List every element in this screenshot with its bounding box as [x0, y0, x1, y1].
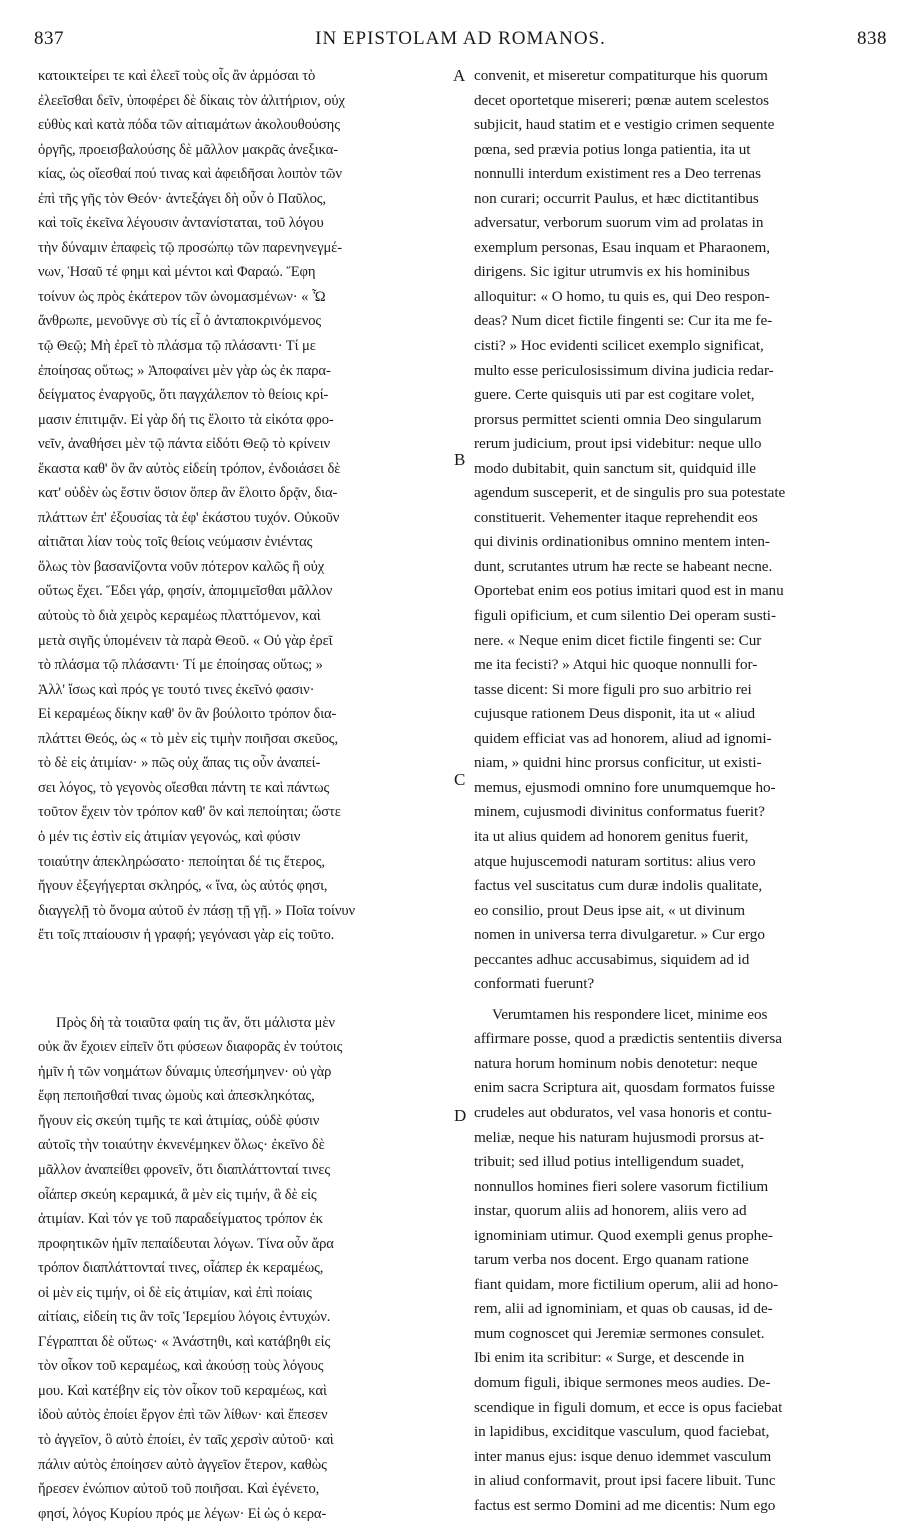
text-line: nere. « Neque enim dicet fictile fingenti se: Cur — [474, 631, 762, 649]
text-line: in aliud conformavit, prout ipsi facere libuit. Tunc — [474, 1472, 776, 1490]
text-line: scendique in figuli domum, et ecce is opus faciebat — [474, 1398, 783, 1416]
text-line: ἄνθρωπε, μενοῦνγε σὺ τίς εἶ ὁ ἀνταποκρινόμενος — [38, 313, 322, 330]
text-line: ὁ μέν τις ἐστὶν εἰς ἀτιμίαν γεγονώς, καὶ φύσιν — [38, 828, 301, 845]
page-header — [34, 28, 887, 54]
text-line: me ita fecisti? » Atqui hic quoque nonnulli for- — [474, 656, 758, 674]
text-line: ἀτιμίαν. Καὶ τόν γε τοῦ παραδείγματος τρόπον ἐκ — [38, 1211, 323, 1228]
text-line: adversatur, verborum suorum vim ad prolatas in — [474, 214, 764, 232]
text-line: nomen in universa terra divulgaretur. » Cur ergo — [474, 926, 765, 944]
text-line: factus est sermo Domini ad me dicentis: Num ego — [474, 1496, 776, 1514]
latin-column — [474, 64, 886, 1518]
text-line: deas? Num dicet fictile fingenti se: Cur ita me fe- — [474, 312, 773, 330]
text-line: νεῖν, ἀναθήσει μὲν τῷ πάντα εἰδότι Θεῷ τὸ κρίνειν — [38, 436, 331, 453]
text-line: ignominiam utimur. Quod exempli genus prophe- — [474, 1226, 773, 1244]
text-line: non curari; occurrit Paulus, et hæc dictitantibus — [474, 189, 759, 207]
text-line: subjicit, haud statim et e vestigio crimen sequente — [474, 116, 775, 134]
text-line: affirmare posse, quod a prædictis sententiis diversa — [474, 1030, 782, 1048]
page-number-right: 838 — [857, 28, 887, 49]
text-line: niam, » quidni hinc prorsus conficitur, ut existi- — [474, 754, 762, 772]
text-line: Πρὸς δὴ τὰ τοιαῦτα φαίη τις ἄν, ὅτι μάλιστα μὲν — [56, 1014, 335, 1031]
text-line: Oportebat enim eos potius imitari quod est in manu — [474, 582, 784, 600]
text-line: tribuit; sed illud potius intelligendum suadet, — [474, 1153, 745, 1171]
latin-paragraph-1 — [474, 64, 886, 997]
text-line: dirigens. Sic igitur utrumvis ex his hominibus — [474, 263, 750, 281]
text-line: μετὰ σιγῆς ὑπομένειν τὰ παρὰ Θεοῦ. « Οὐ γὰρ ἐρεῖ — [38, 632, 333, 649]
text-line: τῷ Θεῷ; Μὴ ἐρεῖ τὸ πλάσμα τῷ πλάσαντι· Τί με — [38, 338, 316, 355]
text-line: τὴν δύναμιν ἐπαφεὶς τῷ προσώπῳ τῶν παρενηνεγμέ- — [38, 239, 342, 256]
text-line: οἷάπερ σκεύη κεραμικά, ἃ μὲν εἰς τιμήν, ἃ δὲ εἰς — [38, 1186, 317, 1203]
text-line: προφητικῶν ἡμῖν πεπαίδευται λόγων. Τίνα οὖν ἄρα — [38, 1235, 334, 1252]
section-marker-d: D — [454, 1106, 467, 1125]
text-line: modo dubitabit, quin sanctum sit, quidquid ille — [474, 459, 756, 477]
text-line: Γέγραπται δὲ οὕτως· « Ἀνάστηθι, καὶ κατάβηθι εἰς — [38, 1333, 331, 1350]
text-line: κατ' οὐδὲν ὡς ἔστιν ὅσιον ὅπερ ἂν ἕλοιτο δρᾷν, δια- — [38, 485, 338, 502]
text-line: φησί, λόγος Κυρίου πρός με λέγων· Εἰ ὡς ὁ κερα- — [38, 1505, 327, 1522]
text-line: factus vel suscitatus cum duræ indolis qualitate, — [474, 877, 763, 895]
text-line: κατοικτείρει τε καὶ ἐλεεῖ τοὺς οἷς ἂν ἁρμόσαι τὸ — [38, 68, 316, 84]
text-line: ἤγουν εἰς σκεύη τιμῆς τε καὶ ἀτιμίας, οὐδὲ φύσιν — [38, 1112, 320, 1129]
text-line: pœna, sed prævia potius longa patientia, ita ut — [474, 140, 751, 158]
text-line: cujusque rationem Deus disponit, ita ut « aliud — [474, 705, 756, 723]
text-line: αἰτιᾶται λίαν τοὺς τοῖς θείοις νεύμασιν ἐνιέντας — [38, 534, 313, 551]
text-line: rerum judicium, prout ipsi videbitur: neque ullo — [474, 435, 762, 453]
text-line: τὸ δὲ εἰς ἀτιμίαν· » πῶς οὐχ ἅπας τις οὖν ἀναπεί- — [38, 755, 321, 772]
text-line: domum figuli, ibique sermones meos audies. De- — [474, 1373, 771, 1391]
text-line: μου. Καὶ κατέβην εἰς τὸν οἶκον τοῦ κεραμέως, καὶ — [38, 1382, 327, 1399]
text-line: peccantes adhuc accusabimus, siquidem ad id — [474, 950, 750, 968]
text-line: guere. Certe quisquis uti par est cogitare volet, — [474, 386, 755, 404]
text-line: τὸ πλάσμα τῷ πλάσαντι· Τί με ἐποίησας οὕτως; » — [38, 657, 323, 674]
text-line: δείγματος ἐναργοῦς, ὅτι παγχάλεπον τὸ θείοις κρί- — [38, 387, 329, 404]
text-line: Verumtamen his respondere licet, minime eos — [492, 1005, 768, 1023]
text-line: nonnullos homines fieri solere vasorum fictilium — [474, 1177, 769, 1195]
text-line: conformati fuerunt? — [474, 975, 595, 993]
text-line: multo esse periculosissimum divina judicia redar- — [474, 361, 774, 379]
text-line: αἰτίαις, εἰδείη τις ἂν τοῖς Ἱερεμίου λόγοις ἐντυχών. — [38, 1309, 331, 1326]
text-line: instar, quorum aliis ad honorem, aliis vero ad — [474, 1202, 747, 1220]
text-line: tarum verba nos docent. Ergo quanam ratione — [474, 1251, 749, 1269]
greek-paragraph-1 — [38, 64, 442, 948]
text-line: Ibi enim ita scribitur: « Surge, et descende in — [474, 1349, 745, 1367]
text-line: αὐτοῖς τὴν τοιαύτην ἐκνενέμηκεν ὅλως· ἐκεῖνο δὲ — [38, 1137, 325, 1154]
text-line: τὸν οἶκον τοῦ κεραμέως, καὶ ἀκούσῃ τοὺς λόγους — [38, 1358, 324, 1375]
text-line: prorsus permittet scienti omnia Deo singularum — [474, 410, 762, 428]
text-line: mum cognoscet qui Jeremiæ sermones consulet. — [474, 1324, 765, 1342]
text-line: constituerit. Vehementer itaque reprehendit eos — [474, 508, 758, 526]
text-line: ὀργῆς, προεισβαλούσης δὲ μᾶλλον μακρᾶς ἀνεξικα- — [38, 141, 339, 158]
text-line: εὐθὺς καὶ κατὰ πόδα τῶν αἰτιαμάτων ἀκολουθούσης — [38, 117, 340, 134]
text-line: cisti? » Hoc evidenti scilicet exemplo significat, — [474, 337, 764, 355]
text-line: ἰδοὺ αὐτὸς ἐποίει ἔργον ἐπὶ τῶν λίθων· καὶ ἔπεσεν — [38, 1407, 328, 1424]
text-line: ἤγουν ἐξεγήγερται σκληρός, « ἵνα, ὡς αὐτός φησι, — [38, 878, 328, 895]
text-line: τρόπον διαπλάττονταί τινες, οἷάπερ ἐκ κεραμέως, — [38, 1260, 324, 1277]
text-line: crudeles aut obduratos, vel vasa honoris et contu- — [474, 1103, 772, 1121]
text-line: in lapidibus, exciditque vasculum, quod faciebat, — [474, 1423, 770, 1441]
text-line: exemplum personas, Esau inquam et Pharaonem, — [474, 238, 770, 256]
text-line: αὐτοὺς τὸ διὰ χειρὸς κεραμέως πλαττόμενον, καὶ — [38, 608, 321, 625]
text-line: σει λόγος, τὸ γεγονὸς οἴεσθαι πάντη τε καὶ πάντως — [38, 779, 330, 796]
text-line: agendum susceperit, et de singulis pro sua potestate — [474, 484, 786, 502]
text-line: ἐποίησας οὕτως; » Ἀποφαίνει μὲν γὰρ ὡς ἐκ παρα- — [38, 362, 331, 379]
text-line: eo consilio, prout Deus ipse ait, « ut divinum — [474, 901, 746, 919]
text-line: ἔφη πεποιῆσθαί τινας ὠμοὺς καὶ ἀπεσκληκότας, — [38, 1088, 315, 1105]
text-line: tasse dicent: Si more figuli pro suo arbitrio rei — [474, 680, 752, 698]
text-line: ἤρεσεν ἐνώπιον αὐτοῦ τοῦ ποιῆσαι. Καὶ ἐγένετο, — [38, 1481, 320, 1498]
text-line: dunt, scrutantes utrum hæ recte se habeant necne. — [474, 557, 773, 575]
text-line: διαγγελῇ τὸ ὄνομα αὐτοῦ ἐν πάσῃ τῇ γῇ. » Ποῖα τοίνυν — [38, 902, 355, 919]
text-line: ἐλεεῖσθαι δεῖν, ὑποφέρει δὲ δίκαις τὸν ἀλιτήριον, οὐχ — [38, 92, 345, 109]
section-marker-a: A — [453, 66, 466, 85]
text-line: enim sacra Scriptura ait, quosdam formatos fuisse — [474, 1079, 775, 1097]
text-line: inter manus ejus: isque denuo idemmet vasculum — [474, 1447, 772, 1465]
text-line: οὐκ ἂν ἔχοιεν εἰπεῖν ὅτι φύσεων διαφορᾶς ἐν τούτοις — [38, 1039, 343, 1056]
text-line: rem, alii ad ignominiam, et quas ob causas, id de- — [474, 1300, 773, 1318]
text-line: fiant quidam, more fictilium operum, alii ad hono- — [474, 1275, 779, 1293]
text-line: nonnulli interdum existiment res a Deo terrenas — [474, 165, 761, 183]
text-line: μασιν ἐπιτιμᾷν. Εἰ γὰρ δή τις ἕλοιτο τὰ εἰκότα φρο- — [38, 411, 334, 428]
text-line: ἔτι τοῖς πταίουσιν ἡ γραφή; γεγόνασι γὰρ εἰς τοῦτο. — [38, 927, 335, 944]
text-line: τοιαύτην ἀπεκληρώσατο· πεποίηται δέ τις ἕτερος, — [38, 853, 325, 870]
text-line: τοίνυν ὡς πρὸς ἑκάτερον τῶν ὠνομασμένων· « Ὦ — [38, 288, 326, 305]
text-line: πλάττει Θεός, ὡς « τὸ μὲν εἰς τιμὴν ποιῆσαι σκεῦος, — [38, 730, 339, 747]
text-line: μᾶλλον ἀναπείθει φρονεῖν, ὅτι διαπλάττονταί τινες — [38, 1161, 331, 1178]
text-line: qui divinis ordinationibus omnino mentem inten- — [474, 533, 770, 551]
text-line: τὸ ἀγγεῖον, ὃ αὐτὸ ἐποίει, ἐν ταῖς χερσὶν αὐτοῦ· καὶ — [38, 1431, 334, 1448]
text-line: quidem efficiat vas ad honorem, aliud ad ignomi- — [474, 729, 772, 747]
text-line: ἕκαστα καθ' ὃν ἂν αὐτὸς εἰδείη τρόπον, ἐνδοιάσει δὲ — [38, 460, 341, 477]
greek-paragraph-2 — [38, 1011, 442, 1526]
text-line: convenit, et miseretur compatiturque his quorum — [474, 67, 768, 84]
text-line: οὕτως ἔχει. Ἔδει γάρ, φησίν, ἀπομιμεῖσθαι μᾶλλον — [38, 583, 333, 600]
text-line: καὶ τοῖς ἐκεῖνα λέγουσιν ἀντανίσταται, τοῦ λόγου — [38, 215, 324, 232]
page-number-left: 837 — [34, 28, 64, 49]
text-line: decet oportetque misereri; pœnæ autem scelestos — [474, 91, 769, 109]
text-line: minem, cujusmodi divinitus conformatus fuerit? — [474, 803, 765, 821]
section-marker-c: C — [454, 770, 466, 789]
text-line: τοῦτον ἔχειν τὸν τρόπον καθ' ὃν καὶ πεποίηται; ὥστε — [38, 804, 341, 821]
text-line: νων, Ἡσαῦ τέ φημι καὶ μέντοι καὶ Φαραώ. Ἔφη — [38, 264, 316, 281]
text-line: memus, ejusmodi omnino fore unumquemque ho- — [474, 778, 776, 796]
text-line: ita ut alius quidem ad honorem genitus fuerit, — [474, 827, 749, 845]
text-line: ὅλως τὸν βασανίζοντα νοῦν πότερον καλῶς ἢ οὐχ — [38, 558, 325, 575]
text-line: atque hujuscemodi naturam sortitus: alius vero — [474, 852, 756, 870]
section-marker-b: B — [454, 450, 466, 469]
text-line: ἐπὶ τῆς γῆς τὸν Θεόν· ἀντεξάγει δὴ οὖν ὁ Παῦλος, — [38, 190, 327, 207]
text-line: Εἰ κεραμέως δίκην καθ' ὃν ἂν βούλοιτο τρόπον δια- — [38, 706, 337, 723]
text-line: πάλιν αὐτὸς ἐποίησεν αὐτὸ ἀγγεῖον ἕτερον, καθὼς — [38, 1456, 327, 1473]
text-line: Ἀλλ' ἴσως καὶ πρός γε τουτό τινες ἐκεῖνό φασιν· — [38, 681, 315, 698]
greek-column — [38, 64, 442, 1526]
text-line: ἡμῖν ἡ τῶν νοημάτων δύναμις ὑπεσήμηνεν· οὐ γὰρ — [38, 1063, 332, 1080]
latin-paragraph-2 — [474, 1003, 886, 1518]
text-line: meliæ, neque his naturam hujusmodi prorsus at- — [474, 1128, 765, 1146]
text-line: figuli opificium, et cum silentio Dei operam susti- — [474, 607, 776, 625]
text-line: οἱ μὲν εἰς τιμήν, οἱ δὲ εἰς ἀτιμίαν, καὶ ἐπὶ ποίαις — [38, 1284, 312, 1301]
text-line: alloquitur: « O homo, tu quis es, qui Deo respon- — [474, 287, 770, 305]
running-title: IN EPISTOLAM AD ROMANOS. — [315, 28, 606, 49]
text-line: κίας, ὡς οἴεσθαί πού τινας καὶ ἀφειδῆσαι λοιπὸν τῶν — [38, 166, 342, 183]
text-line: πλάττων ἐπ' ἐξουσίας τὰ ἐφ' ἑκάστου τυχόν. Οὐκοῦν — [38, 509, 340, 526]
text-line: natura horum hominum nobis denotetur: neque — [474, 1054, 758, 1072]
